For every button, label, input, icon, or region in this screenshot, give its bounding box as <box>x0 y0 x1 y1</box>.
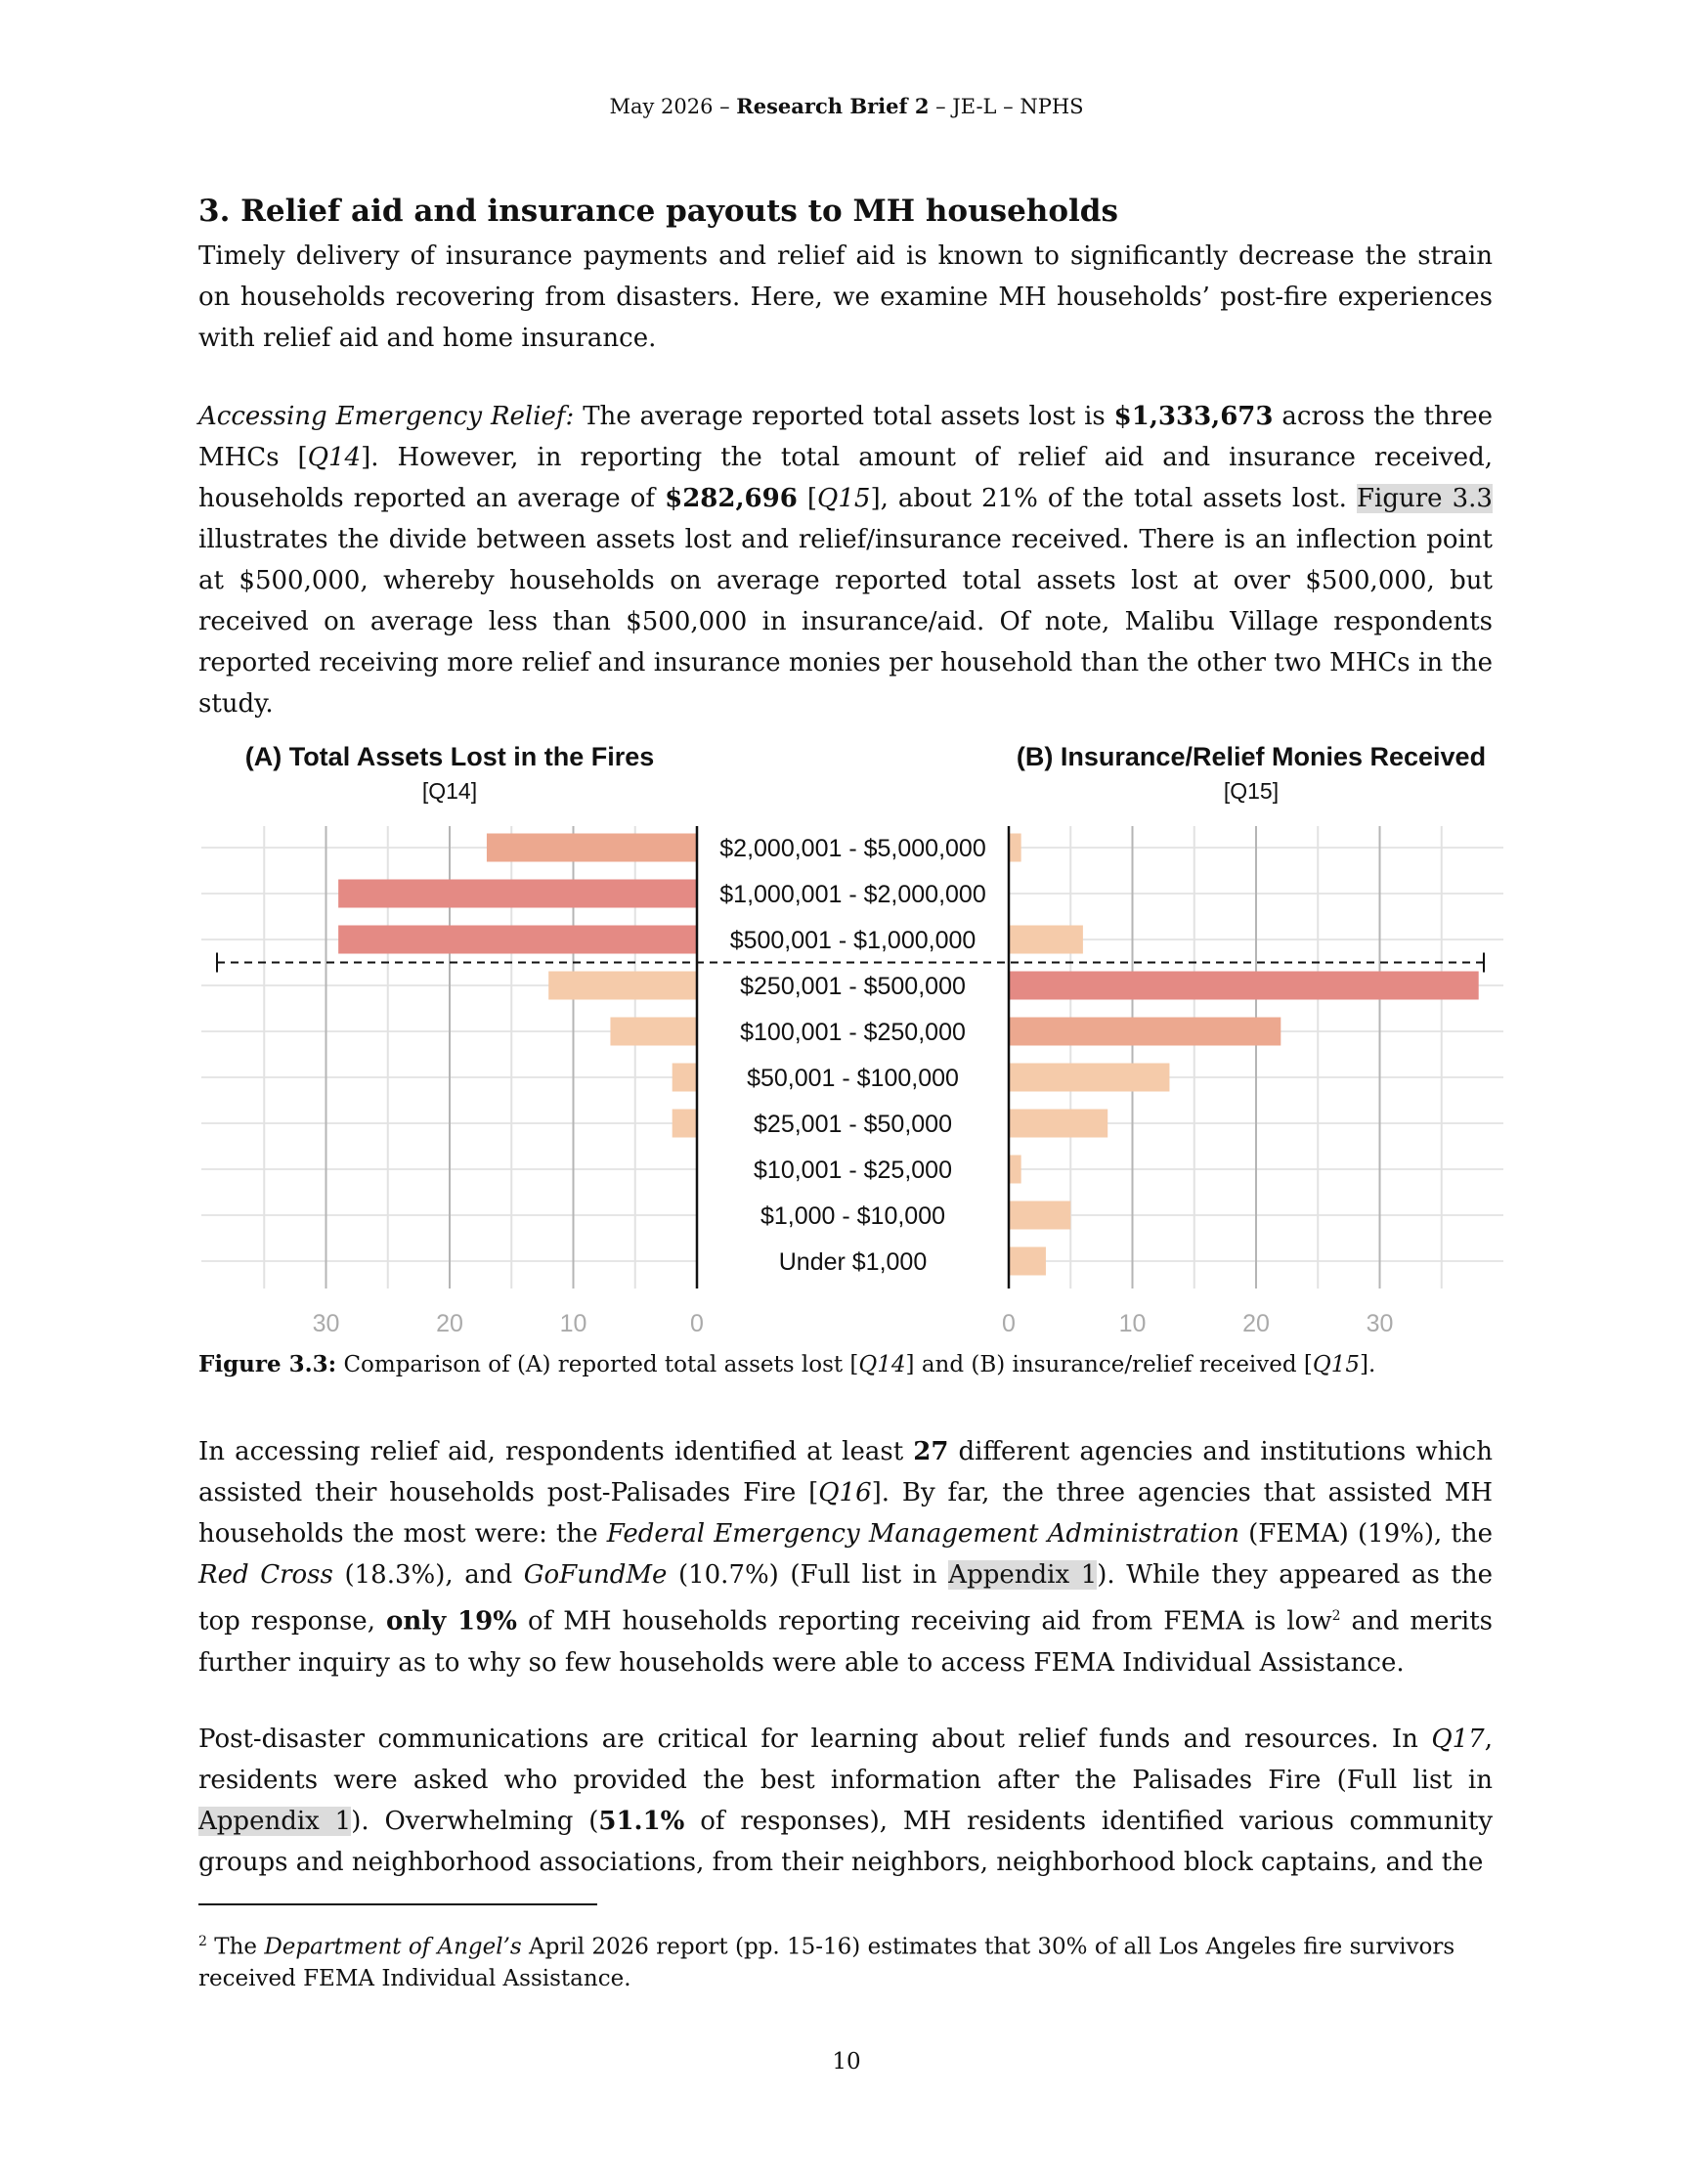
header-suffix: – JE-L – NPHS <box>929 95 1084 118</box>
avg-relief-received: $282,696 <box>665 484 798 513</box>
tick-label-right: 30 <box>1366 1310 1394 1337</box>
bar-relief-received <box>1009 1110 1107 1138</box>
tick-label-left: 30 <box>312 1310 340 1337</box>
category-label: $25,001 - $50,000 <box>754 1111 952 1138</box>
category-label: $250,001 - $500,000 <box>740 973 966 1000</box>
figure-3-3-chart <box>195 733 1505 1349</box>
paragraph-communications: Post-disaster communications are critical for learning about relief funds and resources. In Q17, residents were asked who provided the best information after the Palisades Fire (Full list in Appendix 1). Overwhelming (51.1% of responses), MH residents identified various community groups and neighborhood associations, from their neighbors, neighborhood block captains, and the <box>198 1725 1494 1877</box>
figure-link[interactable]: Figure 3.3 <box>1356 484 1493 513</box>
panel-b-subtitle: [Q15] <box>1223 778 1280 804</box>
lead-phrase: Accessing Emergency Relief: <box>198 402 575 431</box>
bar-relief-received <box>1009 1156 1021 1184</box>
panel-a-title: (A) Total Assets Lost in the Fires <box>244 742 655 771</box>
paragraph-agencies: In accessing relief aid, respondents identified at least 27 different agencies and institutions which assisted their households post-Palisades Fire [Q16]. By far, the three agencies that assisted MH households the most were: the Federal Emergency Management Administration (FEMA) (19%), the Red Cross (18.3%), and GoFundMe (10.7%) (Full list in Appendix 1). While they appeared as the top response, only 19% of MH households reporting receiving aid from FEMA is low$^2$ and merits further inquiry as to why so few households were able to access FEMA Individual Assistance. <box>198 1437 1494 1678</box>
bar-relief-received <box>1009 1201 1070 1230</box>
category-label: $10,001 - $25,000 <box>754 1157 952 1184</box>
header-date: May 2026 – <box>609 95 737 118</box>
avg-assets-lost: $1,333,673 <box>1113 402 1274 431</box>
bar-assets-lost <box>338 880 697 908</box>
category-label: $2,000,001 - $5,000,000 <box>719 835 986 862</box>
page-header <box>0 94 1693 118</box>
bar-relief-received <box>1009 926 1083 954</box>
bar-assets-lost <box>673 1064 697 1092</box>
bar-relief-received <box>1009 1064 1169 1092</box>
footnote-divider <box>198 1903 597 1905</box>
category-label: $1,000 - $10,000 <box>760 1202 946 1230</box>
category-label: $50,001 - $100,000 <box>747 1065 959 1092</box>
intro-text: Timely delivery of insurance payments and relief aid is known to significantly decrease the strain on households recovering from disasters. Here, we examine MH households’ post-fire experiences with relief aid and home insurance. <box>198 241 1493 353</box>
category-label: $100,001 - $250,000 <box>740 1019 966 1046</box>
tick-label-right: 0 <box>1002 1310 1016 1337</box>
caption-label: Figure 3.3: <box>198 1351 337 1377</box>
page-number: 10 <box>832 2049 861 2075</box>
tick-label-right: 10 <box>1118 1310 1147 1337</box>
header-brief: Research Brief 2 <box>736 94 930 118</box>
bar-assets-lost <box>487 834 697 862</box>
appendix-link[interactable]: Appendix 1 <box>948 1560 1098 1590</box>
bar-relief-received <box>1009 1247 1046 1276</box>
section-title: 3. Relief aid and insurance payouts to MH households <box>198 194 1118 229</box>
category-label: $500,001 - $1,000,000 <box>729 927 977 954</box>
bar-relief-received <box>1009 972 1479 1000</box>
paragraph-intro <box>198 236 1493 359</box>
category-label: Under $1,000 <box>778 1248 928 1276</box>
bar-assets-lost <box>610 1018 697 1046</box>
panel-b-title: (B) Insurance/Relief Monies Received <box>1016 742 1487 771</box>
bar-assets-lost <box>548 972 697 1000</box>
bar-assets-lost <box>673 1110 697 1138</box>
tick-label-left: 20 <box>436 1310 463 1337</box>
bar-relief-received <box>1009 1018 1281 1046</box>
figure-caption: Figure 3.3: Comparison of (A) reported total assets lost [Q14] and (B) insurance/relief received [Q15]. <box>198 1351 1376 1377</box>
tick-label-right: 20 <box>1242 1310 1270 1337</box>
tick-label-left: 0 <box>690 1310 704 1337</box>
bar-relief-received <box>1009 834 1021 862</box>
category-label: $1,000,001 - $2,000,000 <box>719 881 986 908</box>
paragraph-emergency-relief: Accessing Emergency Relief: The average reported total assets lost is $1,333,673 across the three MHCs [Q14]. However, in reporting the total amount of relief aid and insurance received, households reported an average of $282,696 [Q15], about 21% of the total assets lost. Figure 3.3 illustrates the divide between assets lost and relief/insurance received. There is an inflection point at $500,000, whereby households on average reported total assets lost at over $500,000, but received on average less than $500,000 in insurance/aid. Of note, Malibu Village respondents reported receiving more relief and insurance monies per household than the other two MHCs in the study. <box>198 402 1493 719</box>
footnote-ref[interactable]: 2 <box>1331 1608 1341 1624</box>
footnote: $^2$ The Department of Angel’s April 2026 report (pp. 15-16) estimates that 30% of all Los Angeles fire survivors received FEMA Individual Assistance. <box>198 1934 1455 1991</box>
bar-assets-lost <box>338 926 697 954</box>
appendix-link[interactable]: Appendix 1 <box>198 1807 352 1836</box>
tick-label-left: 10 <box>559 1310 587 1337</box>
panel-a-subtitle: [Q14] <box>421 778 478 804</box>
